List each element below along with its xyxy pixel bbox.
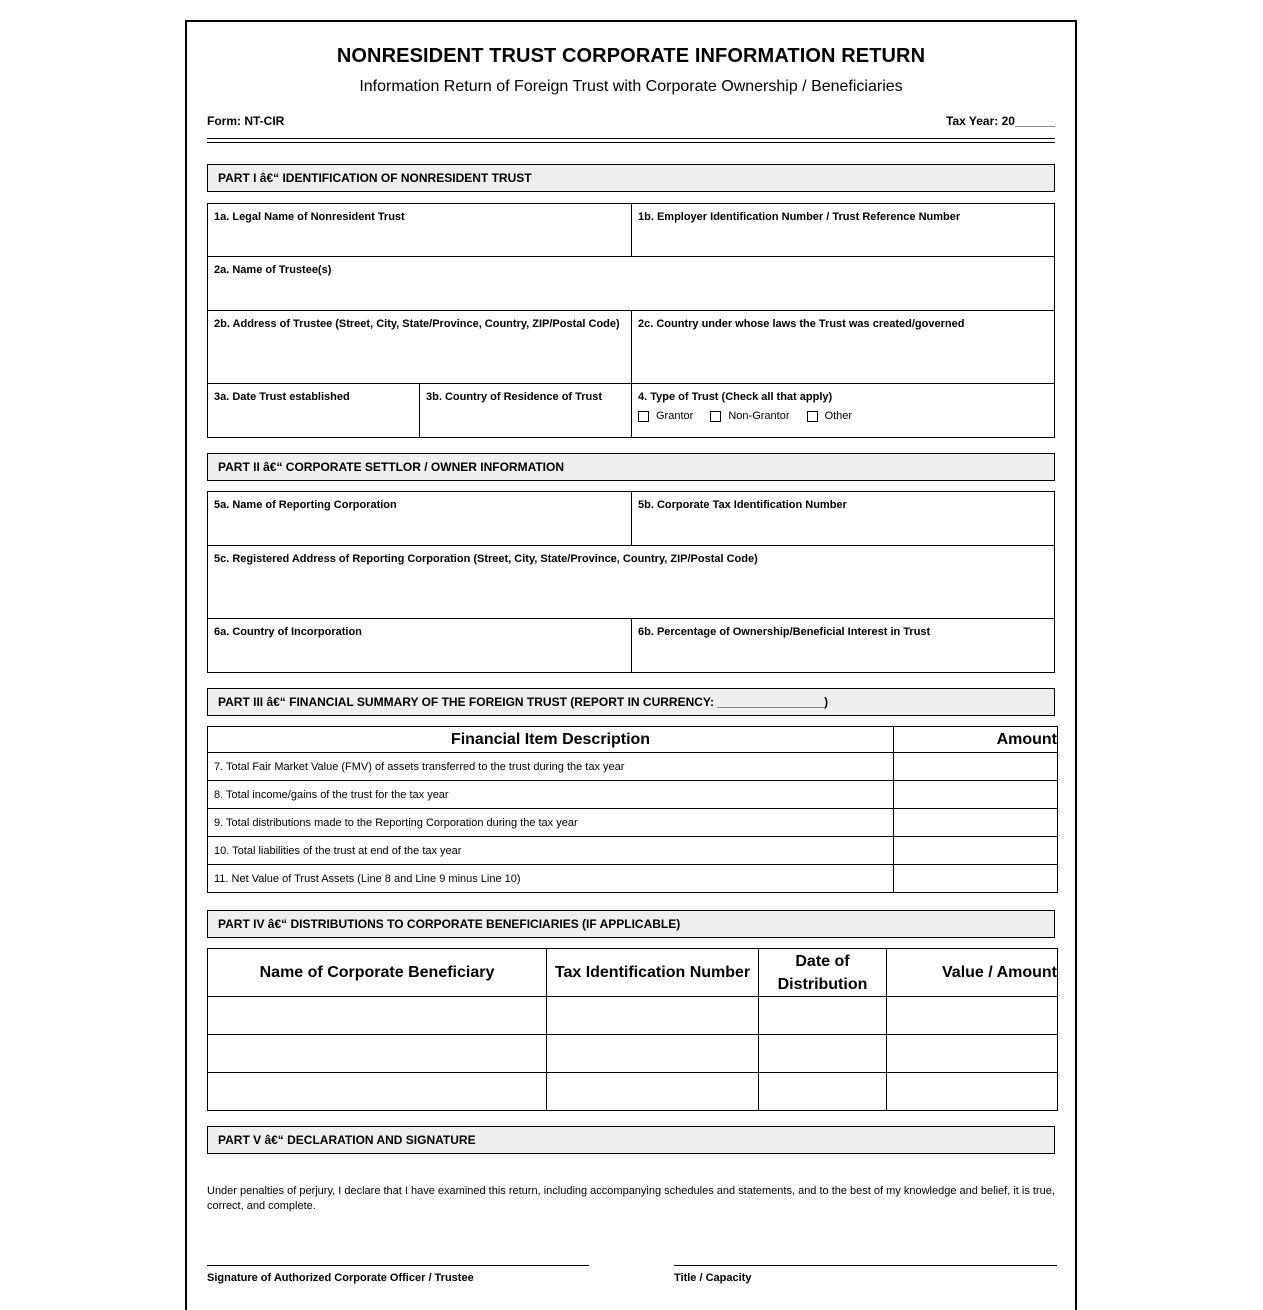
column-header-value: Value / Amount [887,949,1058,997]
column-header-description: Financial Item Description [208,727,894,753]
date-cell[interactable] [759,997,887,1035]
line-10-label: 10. Total liabilities of the trust at end of the tax year [208,837,894,865]
field-6b[interactable] [632,619,1056,673]
table-header-row [208,949,1058,997]
field-6a-label: 6a. Country of Incorporation [214,626,362,638]
field-1a-label: 1a. Legal Name of Nonresident Trust [214,211,405,223]
field-3a[interactable] [208,384,419,438]
value-cell[interactable] [887,1035,1058,1073]
part3-heading: PART III â€“ FINANCIAL SUMMARY OF THE FOREIGN TRUST (REPORT IN CURRENCY: ________________) [207,688,1055,716]
field-5c[interactable] [208,546,1056,618]
field-2a[interactable] [208,257,1056,310]
declaration-text: Under penalties of perjury, I declare that I have examined this return, including accompanying schedules and statements, and to the best of my knowledge and belief, it is true, correct, and complete. [207,1185,1055,1212]
column-header-beneficiary-name: Name of Corporate Beneficiary [208,949,547,997]
field-4 [632,384,1056,438]
field-3a-label: 3a. Date Trust established [214,391,350,403]
field-6b-label: 6b. Percentage of Ownership/Beneficial Interest in Trust [638,626,931,638]
field-5a-label: 5a. Name of Reporting Corporation [214,499,397,511]
part4-heading: PART IV â€“ DISTRIBUTIONS TO CORPORATE BENEFICIARIES (IF APPLICABLE) [207,910,1055,938]
date-cell[interactable] [759,1073,887,1111]
part2-heading: PART II â€“ CORPORATE SETTLOR / OWNER INFORMATION [207,453,1055,481]
field-2b-label: 2b. Address of Trustee (Street, City, State/Province, Country, ZIP/Postal Code) [214,318,620,330]
field-3b-label: 3b. Country of Residence of Trust [426,391,603,403]
checkbox-box[interactable] [638,411,649,422]
table-header-row [208,727,1058,753]
field-5b-label: 5b. Corporate Tax Identification Number [638,499,847,511]
line-8-label: 8. Total income/gains of the trust for the tax year [208,781,894,809]
line-11-label: 11. Net Value of Trust Assets (Line 8 and Line 9 minus Line 10) [208,865,894,893]
table-row [208,1073,1058,1111]
line-7-label: 7. Total Fair Market Value (FMV) of assets transferred to the trust during the tax year [208,753,894,781]
form-id: Form: NT-CIR [207,114,285,128]
line-8-amount[interactable] [894,781,1058,809]
field-4-label: 4. Type of Trust (Check all that apply) [638,391,833,403]
checkbox-box[interactable] [807,411,818,422]
checkbox-label: Other [824,410,853,422]
signature-line[interactable] [207,1265,589,1266]
line-11-amount[interactable] [894,865,1058,893]
checkbox-box[interactable] [710,411,721,422]
distributions-table [207,948,1058,1111]
checkbox-non-grantor[interactable] [710,410,789,422]
tin-cell[interactable] [547,997,759,1035]
table-row [208,781,1058,809]
checkbox-label: Grantor [656,410,694,422]
line-9-amount[interactable] [894,809,1058,837]
signature-label: Signature of Authorized Corporate Officer / Trustee [207,1272,474,1284]
field-6a[interactable] [208,619,631,673]
part1-heading: PART I â€“ IDENTIFICATION OF NONRESIDENT TRUST [207,164,1055,192]
field-3b[interactable] [420,384,631,438]
column-header-date: Date of Distribution [759,949,887,997]
title-label: Title / Capacity [674,1272,752,1284]
line-9-label: 9. Total distributions made to the Reporting Corporation during the tax year [208,809,894,837]
column-header-amount: Amount [894,727,1058,753]
field-2c[interactable] [632,311,1056,383]
financial-summary-table [207,726,1058,893]
table-row [208,809,1058,837]
part2-fields [207,491,1055,673]
part5-heading: PART V â€“ DECLARATION AND SIGNATURE [207,1126,1055,1154]
value-cell[interactable] [887,997,1058,1035]
field-5c-label: 5c. Registered Address of Reporting Corporation (Street, City, State/Province, Country, ZIP/Postal Code) [214,553,758,565]
field-2c-label: 2c. Country under whose laws the Trust was created/governed [638,318,965,330]
beneficiary-name-cell[interactable] [208,1035,547,1073]
form-subtitle: Information Return of Foreign Trust with Corporate Ownership / Beneficiaries [359,78,903,95]
date-cell[interactable] [759,1035,887,1073]
table-row [208,865,1058,893]
beneficiary-name-cell[interactable] [208,997,547,1035]
title-line[interactable] [674,1265,1057,1266]
field-1b[interactable] [632,204,1056,256]
header-divider [207,138,1055,143]
column-header-tin: Tax Identification Number [547,949,759,997]
field-1b-label: 1b. Employer Identification Number / Trust Reference Number [638,211,961,223]
line-10-amount[interactable] [894,837,1058,865]
beneficiary-name-cell[interactable] [208,1073,547,1111]
form-page [185,20,1077,1310]
field-1a[interactable] [208,204,631,256]
table-row [208,1035,1058,1073]
tax-year-field[interactable]: Tax Year: 20______ [946,114,1055,128]
field-2b[interactable] [208,311,631,383]
field-5b[interactable] [632,492,1056,545]
form-title: NONRESIDENT TRUST CORPORATE INFORMATION RETURN [336,45,926,67]
trust-type-options [638,410,1050,425]
value-cell[interactable] [887,1073,1058,1111]
tin-cell[interactable] [547,1073,759,1111]
checkbox-grantor[interactable] [638,410,693,422]
table-row [208,753,1058,781]
line-7-amount[interactable] [894,753,1058,781]
part1-fields [207,203,1055,438]
tin-cell[interactable] [547,1035,759,1073]
field-5a[interactable] [208,492,631,545]
checkbox-label: Non-Grantor [728,410,790,422]
checkbox-other[interactable] [807,410,853,422]
field-2a-label: 2a. Name of Trustee(s) [214,264,332,276]
table-row [208,837,1058,865]
table-row [208,997,1058,1035]
